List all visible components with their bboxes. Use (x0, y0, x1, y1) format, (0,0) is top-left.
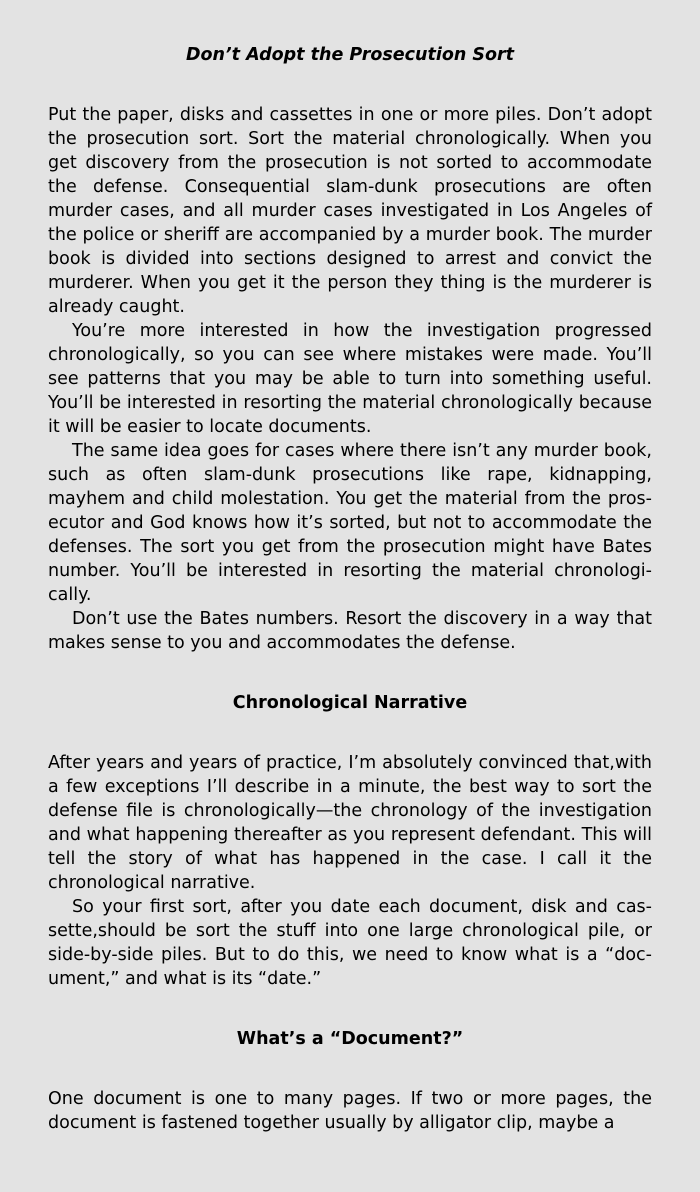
paragraph: You’re more interested in how the investigation progressed chronologically, so you can see where mistakes were made. You’ll see patterns that you may be able to turn into something useful. You’ll be interested in resorting the material chronologically because it will be easier to locate documents. (48, 321, 652, 437)
section-heading: Don’t Adopt the Prosecution Sort (185, 45, 515, 65)
paragraph: After years and years of practice, I’m absolutely convinced that,with a few exceptions I’ll describe in a minute, the best way to sort the defense file is chronologically—the chronology of the investigation and what happening thereafter as you represent defendant. This will tell the story of what has happened in the case. I call it the chronological narrative. (48, 753, 652, 893)
paragraph: Don’t use the Bates numbers. Resort the discovery in a way that makes sense to you and accommodates the defense. (48, 609, 652, 653)
section-whats-a-document (48, 1027, 652, 1135)
section-chronological-narrative (48, 691, 652, 991)
paragraph: One document is one to many pages. If two or more pages, the document is fastened together usually by alligator clip, maybe a (48, 1089, 652, 1133)
paragraph: Put the paper, disks and cassettes in one or more piles. Don’t adopt the prosecution sort. Sort the material chronologically. When you get discovery from the prosecution is not sorted to accommodate the defense. Consequential slam-dunk prosecutions are often murder cases, and all murder cases investigated in Los Angeles of the police or sheriff are accompanied by a murder book. The murder book is divided into sections designed to arrest and convict the murderer. When you get it the person they thing is the murderer is already caught. (48, 105, 652, 317)
paragraph: So your first sort, after you date each document, disk and cassette,should be sort the stuff into one large chronological pile, or side-by-side piles. But to do this, we need to know what is a “document,” and what is its “date.” (48, 897, 652, 989)
section-heading: Chronological Narrative (232, 693, 468, 713)
paragraph: The same idea goes for cases where there isn’t any murder book, such as often slam-dunk prosecutions like rape, kidnapping, mayhem and child molestation. You get the material from the prosecutor and God knows how it’s sorted, but not to accommodate the defenses. The sort you get from the prosecution might have Bates number. You’ll be interested in resorting the material chronologically. (48, 441, 652, 605)
section-heading: What’s a “Document?” (236, 1029, 464, 1049)
section-prosecution-sort (48, 43, 652, 655)
